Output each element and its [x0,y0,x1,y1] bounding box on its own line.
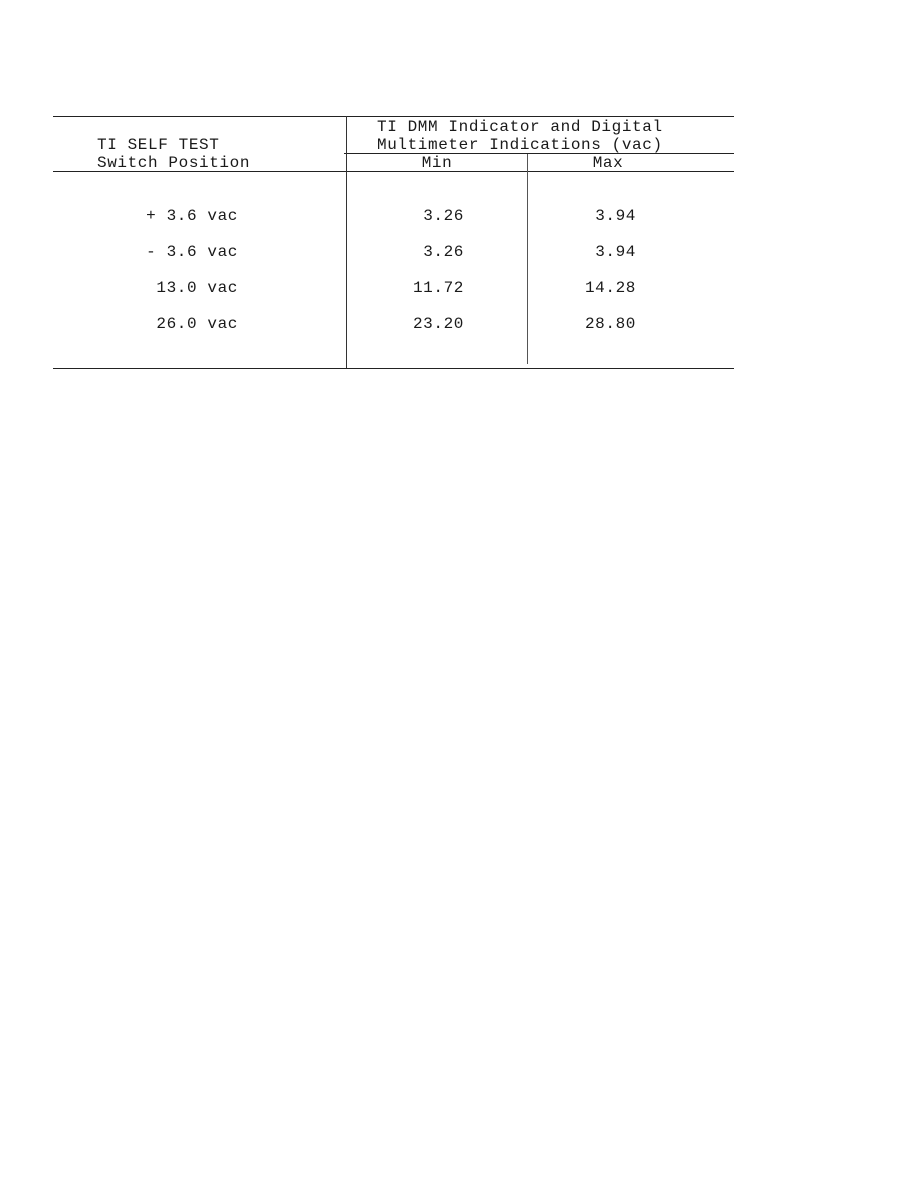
table-row-4-position: 26.0 vac [156,315,238,333]
table-row-2-max: 3.94 [595,243,636,261]
table-row-3-min: 11.72 [412,279,464,297]
table-row-1-max: 3.94 [595,207,636,225]
column-divider-min-max [527,154,528,364]
header-col1-line1: TI SELF TEST [97,136,220,154]
table-row-1-position: + 3.6 vac [146,207,238,225]
table-row-2-position: - 3.6 vac [146,243,238,261]
table-row-3-max: 14.28 [584,279,636,297]
header-min: Min [421,154,453,172]
table-row-1-min: 3.26 [423,207,464,225]
header-col1-line2: Switch Position [97,154,251,172]
header-max: Max [592,154,624,172]
table-row-2-min: 3.26 [423,243,464,261]
table-row-4-min: 23.20 [412,315,464,333]
table-row-4-max: 28.80 [584,315,636,333]
table-row-3-position: 13.0 vac [156,279,238,297]
table-top-rule [53,116,734,117]
header-group-line2: Multimeter Indications (vac) [377,136,663,154]
header-group-line1: TI DMM Indicator and Digital [377,118,663,136]
table-bottom-rule [53,368,734,369]
